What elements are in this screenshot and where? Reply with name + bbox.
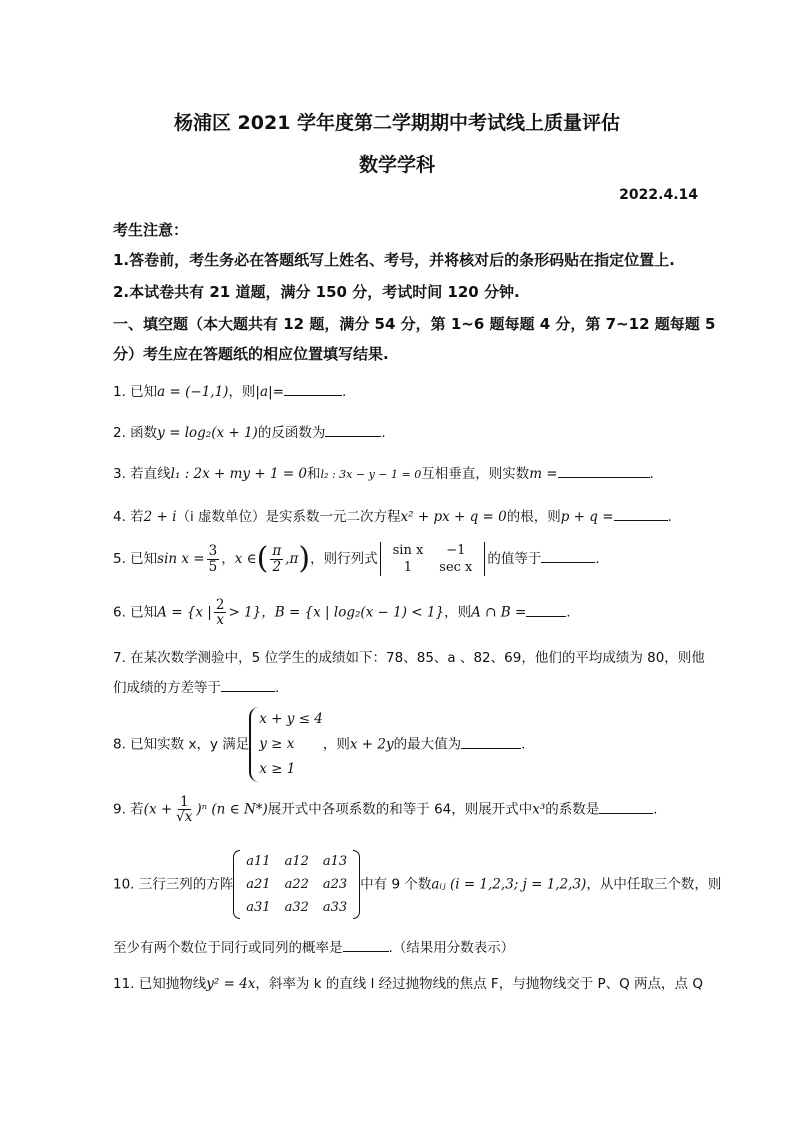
- q1-vector-eq: a = (−1,1): [157, 384, 229, 400]
- answer-blank[interactable]: [325, 435, 381, 437]
- question-9: 9. 若(x + $\frac{1}{√x}$ )ⁿ (n ∈ N*)展开式中各项系数的和等于 64，则展开式中x³的系数是 .: [113, 794, 658, 826]
- answer-blank[interactable]: [461, 747, 521, 749]
- question-7-line2: 们成绩的方差等于 .: [113, 680, 280, 696]
- exam-title: 杨浦区 2021 学年度第二学期期中考试线上质量评估: [173, 112, 621, 134]
- notice-item-2: 2.本试卷共有 21 道题，满分 150 分，考试时间 120 分钟.: [113, 283, 520, 301]
- question-4: 4. 若2 + i（i 虚数单位）是实系数一元二次方程x² + px + q = 0的根，则p + q = .: [113, 509, 672, 525]
- question-2: 2. 函数y = log₂(x + 1)的反函数为 .: [113, 425, 386, 441]
- question-3: 3. 若直线l₁ : 2x + my + 1 = 0和l₂ : 3x − y − 1 = 0互相垂直，则实数m = .: [113, 466, 654, 482]
- answer-blank[interactable]: [599, 812, 653, 814]
- question-7-line1: 7. 在某次数学测验中，5 位学生的成绩如下：78、85、a 、82、69，他们的平均成绩为 80，则他: [113, 650, 705, 666]
- question-10: 10. 三行三列的方阵 a11 a12 a13 a21 a22 a23 a31 a32 a33 中有 9 个数aᵢⱼ (i = 1,2,3; j = 1,2,3)，从中任取三个数，则: [113, 850, 721, 919]
- answer-blank[interactable]: [558, 476, 650, 478]
- answer-blank[interactable]: [343, 950, 389, 952]
- question-10-line2: 至少有两个数位于同行或同列的概率是 .（结果用分数表示）: [113, 940, 515, 956]
- exam-date: 2022.4.14: [619, 187, 698, 203]
- question-5: 5. 已知sin x = $\frac{3}{5}$ ，x ∈( $\frac{\pi}{2}$ ,π)，则行列式 sin x −1 1 sec x 的值等于 .: [113, 541, 600, 576]
- notice-item-1: 1.答卷前，考生务必在答题纸写上姓名、考号，并将核对后的条形码贴在指定位置上.: [113, 251, 675, 269]
- q2-function: y = log₂(x + 1): [157, 425, 258, 441]
- question-11: 11. 已知抛物线y² = 4x，斜率为 k 的直线 l 经过抛物线的焦点 F，与抛物线交于 P、Q 两点，点 Q: [113, 976, 703, 992]
- question-8: 8. 已知实数 x，y 满足x + y ≤ 4 y ≥ x x ≥ 1，则x + 2y的最大值为 .: [113, 707, 525, 782]
- determinant: sin x −1 1 sec x: [380, 542, 486, 576]
- question-1: 1. 已知a = (−1,1)，则|a|= .: [113, 384, 347, 400]
- answer-blank[interactable]: [526, 615, 566, 617]
- answer-blank[interactable]: [614, 519, 668, 521]
- notice-heading: 考生注意：: [113, 221, 189, 239]
- answer-blank[interactable]: [221, 690, 275, 692]
- question-6: 6. 已知A = {x | $\frac{2}{x}$ > 1}，B = {x | log₂(x − 1) < 1}，则A ∩ B = .: [113, 597, 571, 629]
- answer-blank[interactable]: [541, 561, 595, 563]
- answer-blank[interactable]: [284, 394, 342, 396]
- subject-title: 数学学科: [358, 154, 435, 176]
- matrix-3x3: a11 a12 a13 a21 a22 a23 a31 a32 a33: [233, 850, 360, 919]
- section-heading-line1: 一、填空题（本大题共有 12 题，满分 54 分，第 1~6 题每题 4 分，第 7~12 题每题 5: [113, 315, 716, 333]
- constraint-system: x + y ≤ 4 y ≥ x x ≥ 1: [249, 707, 323, 782]
- section-heading-line2: 分）考生应在答题纸的相应位置填写结果.: [113, 345, 389, 363]
